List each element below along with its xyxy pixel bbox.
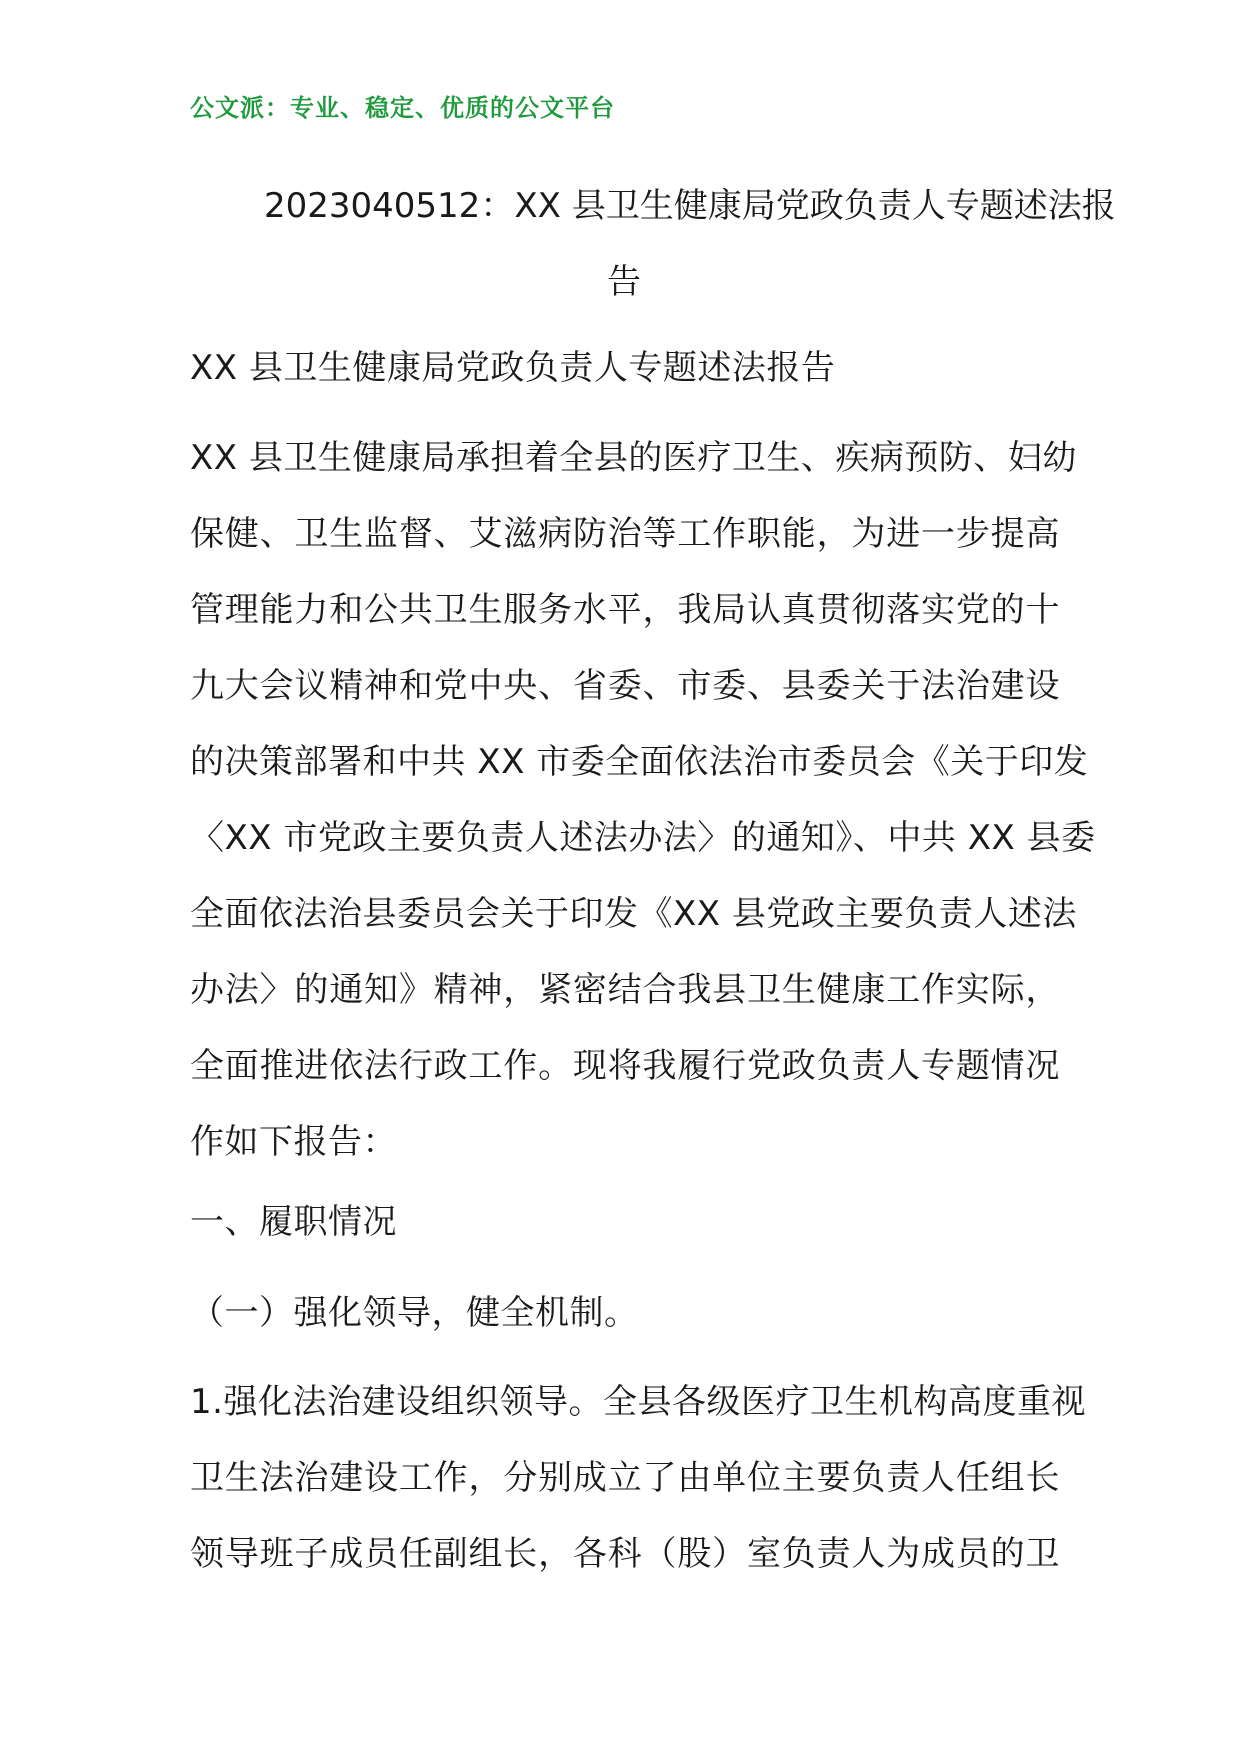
paragraph-line: 作如下报告： (190, 1122, 397, 1162)
title-line-2: 告 (607, 262, 641, 302)
paragraph-line: 领导班子成员任副组长，各科（股）室负责人为成员的卫 (190, 1534, 1060, 1574)
intro-paragraph (190, 420, 1096, 1180)
title-line-1: 2023040512：XX 县卫生健康局党政负责人专题述法报 (264, 186, 1116, 226)
section-heading: 一、履职情况 (190, 1202, 397, 1242)
subsection-heading: （一）强化领导，健全机制。 (190, 1293, 639, 1333)
brand-header: 公文派：专业、稳定、优质的公文平台 (190, 94, 615, 122)
paragraph-line: XX 县卫生健康局承担着全县的医疗卫生、疾病预防、妇幼 (190, 438, 1077, 478)
paragraph-line: 的决策部署和中共 XX 市委全面依法治市委员会《关于印发 (190, 742, 1089, 782)
paragraph-line: 〈XX 市党政主要负责人述法办法〉的通知》、中共 XX 县委 (190, 818, 1096, 858)
paragraph-line: 管理能力和公共卫生服务水平，我局认真贯彻落实党的十 (190, 590, 1060, 630)
paragraph-line: 保健、卫生监督、艾滋病防治等工作职能，为进一步提高 (190, 514, 1060, 554)
paragraph-line: 办法〉的通知》精神，紧密结合我县卫生健康工作实际， (190, 970, 1060, 1010)
report-subtitle: XX 县卫生健康局党政负责人专题述法报告 (190, 348, 836, 388)
paragraph-line: 九大会议精神和党中央、省委、市委、县委关于法治建设 (190, 666, 1060, 706)
paragraph-line: 全面依法治县委员会关于印发《XX 县党政主要负责人述法 (190, 894, 1077, 934)
document-title (190, 168, 1116, 320)
paragraph-line: 全面推进依法行政工作。现将我履行党政负责人专题情况 (190, 1046, 1060, 1086)
body-paragraph (190, 1364, 1086, 1592)
paragraph-line: 1.强化法治建设组织领导。全县各级医疗卫生机构高度重视 (190, 1382, 1086, 1422)
paragraph-line: 卫生法治建设工作，分别成立了由单位主要负责人任组长 (190, 1458, 1060, 1498)
